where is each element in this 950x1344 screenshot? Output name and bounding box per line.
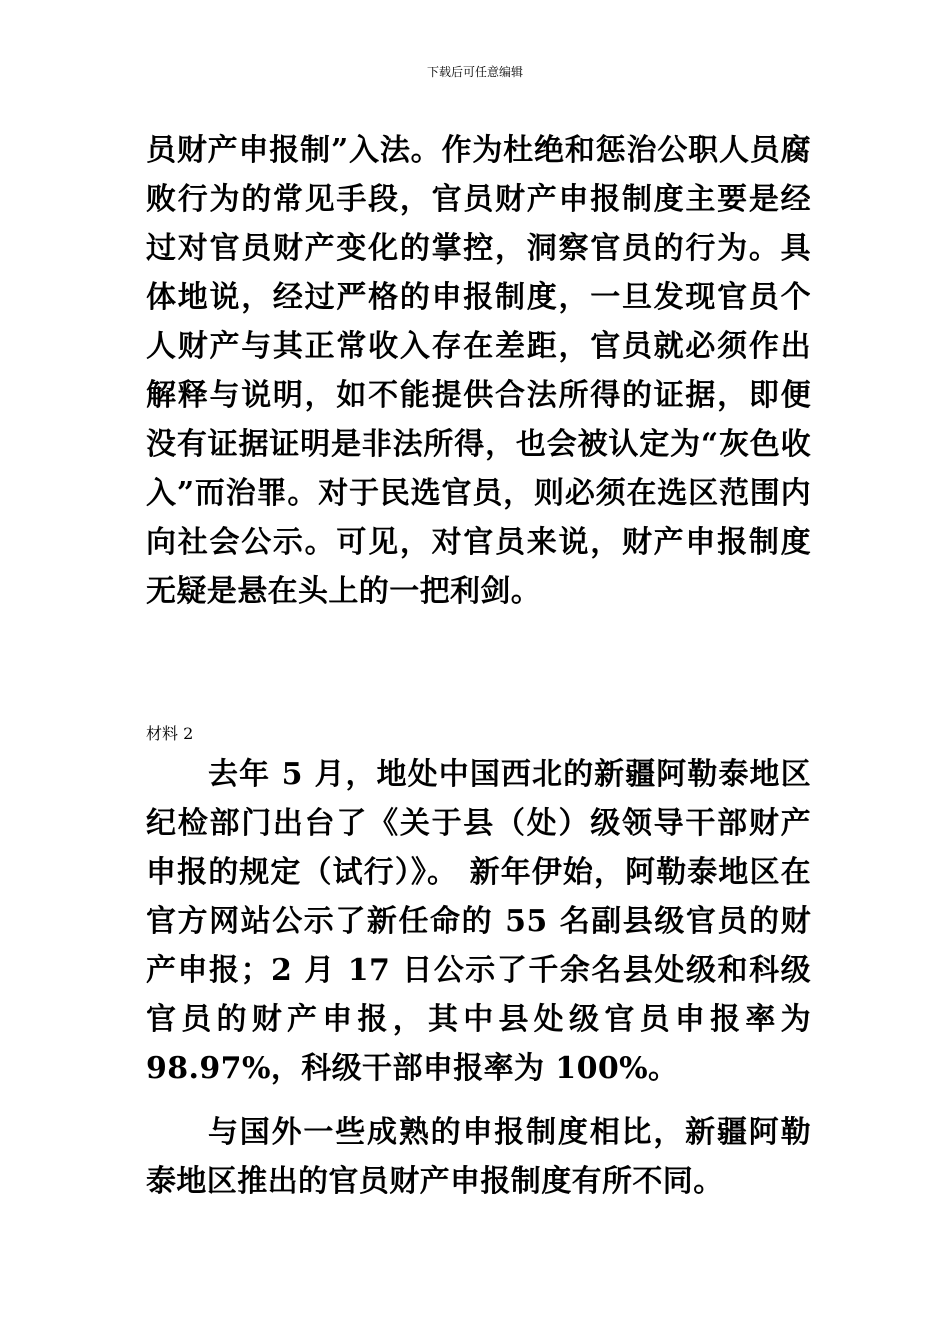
- paragraph-1: 员财产申报制”入法。作为杜绝和惩治公职人员腐败行为的常见手段，官员财产申报制度主要是经过对官员财产变化的掌控，洞察官员的行为。具体地说，经过严格的申报制度，一旦发现官员个人财产与其正常收入存在差距，官员就必须作出解释与说明，如不能提供合法所得的证据，即便没有证据证明是非法所得，也会被认定为“灰色收入”而治罪。对于民选官员，则必须在选区范围内向社会公示。可见，对官员来说，财产申报制度无疑是悬在头上的一把利剑。: [146, 133, 811, 609]
- page-header: 下载后可任意编辑: [426, 65, 523, 79]
- paragraph-3: 与国外一些成熟的申报制度相比，新疆阿勒泰地区推出的官员财产申报制度有所不同。: [146, 1115, 811, 1199]
- paragraph-2: 去年 5 月，地处中国西北的新疆阿勒泰地区纪检部门出台了《关于县（处）级领导干部财产申报的规定（试行）》。 新年伊始，阿勒泰地区在官方网站公示了新任命的 55 名副县级官员的财产申报；2 月 17 日公示了千余名县处级和科级官员的财产申报，其中县处级官员申报率为 98.97%，科级干部申报率为 100%。: [146, 757, 811, 1086]
- section-label: 材料 2: [146, 724, 194, 743]
